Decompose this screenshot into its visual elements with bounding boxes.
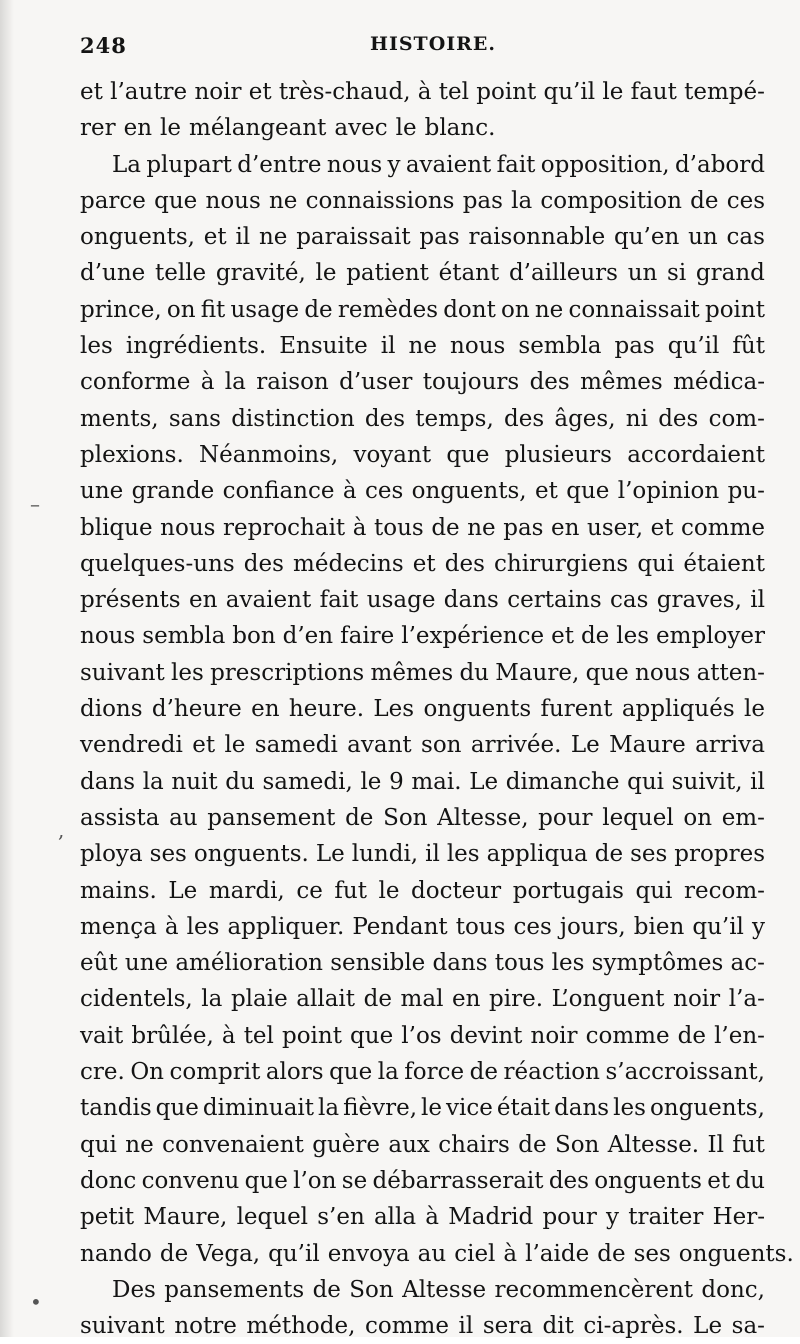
text-line: nous sembla bon d’en faire l’expérience et de les employer [80, 623, 765, 650]
text-line: vendredi et le samedi avant son arrivée. Le Maure arriva [80, 732, 765, 759]
text-line: cre. On comprit alors que la force de réaction s’accroissant, [80, 1059, 765, 1086]
text-line: et l’autre noir et très-chaud, à tel point qu’il le faut tempé- [80, 79, 765, 105]
text-line: donc convenu que l’on se débarrasserait des onguents et du [80, 1167, 765, 1194]
page-gutter-shadow [0, 0, 14, 1337]
text-line: ploya ses onguents. Le lundi, il les appliqua de ses propres [80, 841, 765, 868]
text-line: mença à les appliquer. Pendant tous ces jours, bien qu’il y [80, 913, 765, 940]
text-line: ments, sans distinction des temps, des âges, ni des com- [80, 405, 765, 432]
running-title: HISTOIRE. [370, 33, 497, 55]
text-line: dans la nuit du samedi, le 9 mai. Le dimanche qui suivit, il [80, 768, 765, 795]
text-line: conforme à la raison d’user toujours des mêmes médica- [80, 369, 765, 396]
text-line: La plupart d’entre nous y avaient fait opposition, d’abord [112, 151, 765, 178]
text-line: suivant notre méthode, comme il sera dit ci-après. Le sa- [80, 1313, 765, 1340]
text-line: eût une amélioration sensible dans tous les symptômes ac- [80, 950, 765, 977]
margin-mark: , [58, 818, 65, 842]
text-line: parce que nous ne connaissions pas la composition de ces [80, 187, 765, 214]
text-line: petit Maure, lequel s’en alla à Madrid pour y traiter Her- [80, 1204, 765, 1231]
page-number: 248 [80, 33, 127, 58]
margin-mark: – [30, 492, 40, 516]
text-line: onguents, et il ne paraissait pas raisonnable qu’en un cas [80, 224, 765, 251]
text-line: quelques-uns des médecins et des chirurgiens qui étaient [80, 550, 765, 577]
text-line: nando de Vega, qu’il envoya au ciel à l’aide de ses onguents. [80, 1240, 794, 1267]
page-header [0, 0, 800, 60]
text-line: plexions. Néanmoins, voyant que plusieurs accordaient [80, 441, 765, 468]
text-line: vait brûlée, à tel point que l’os devint noir comme de l’en- [80, 1022, 765, 1049]
text-line: dions d’heure en heure. Les onguents furent appliqués le [80, 696, 765, 723]
text-line: prince, on fit usage de remèdes dont on ne connaissait point [80, 296, 765, 323]
text-line: d’une telle gravité, le patient étant d’ailleurs un si grand [80, 260, 765, 287]
text-line: qui ne convenaient guère aux chairs de Son Altesse. Il fut [80, 1131, 765, 1158]
text-line: Des pansements de Son Altesse recommencèrent donc, [112, 1276, 765, 1303]
body-text [80, 74, 794, 1344]
text-line: les ingrédients. Ensuite il ne nous sembla pas qu’il fût [80, 333, 765, 360]
text-line: assista au pansement de Son Altesse, pour lequel on em- [80, 804, 765, 831]
margin-mark: • [30, 1290, 42, 1314]
text-line: cidentels, la plaie allait de mal en pire. L’onguent noir l’a- [80, 986, 765, 1013]
text-line: blique nous reprochait à tous de ne pas en user, et comme [80, 514, 765, 541]
text-line: tandis que diminuait la fièvre, le vice était dans les onguents, [80, 1095, 765, 1122]
text-line: rer en le mélangeant avec le blanc. [80, 115, 496, 142]
text-line: mains. Le mardi, ce fut le docteur portugais qui recom- [80, 877, 765, 904]
text-line: suivant les prescriptions mêmes du Maure, que nous atten- [80, 659, 765, 686]
text-line: présents en avaient fait usage dans certains cas graves, il [80, 587, 765, 614]
text-line: une grande confiance à ces onguents, et que l’opinion pu- [80, 478, 765, 505]
